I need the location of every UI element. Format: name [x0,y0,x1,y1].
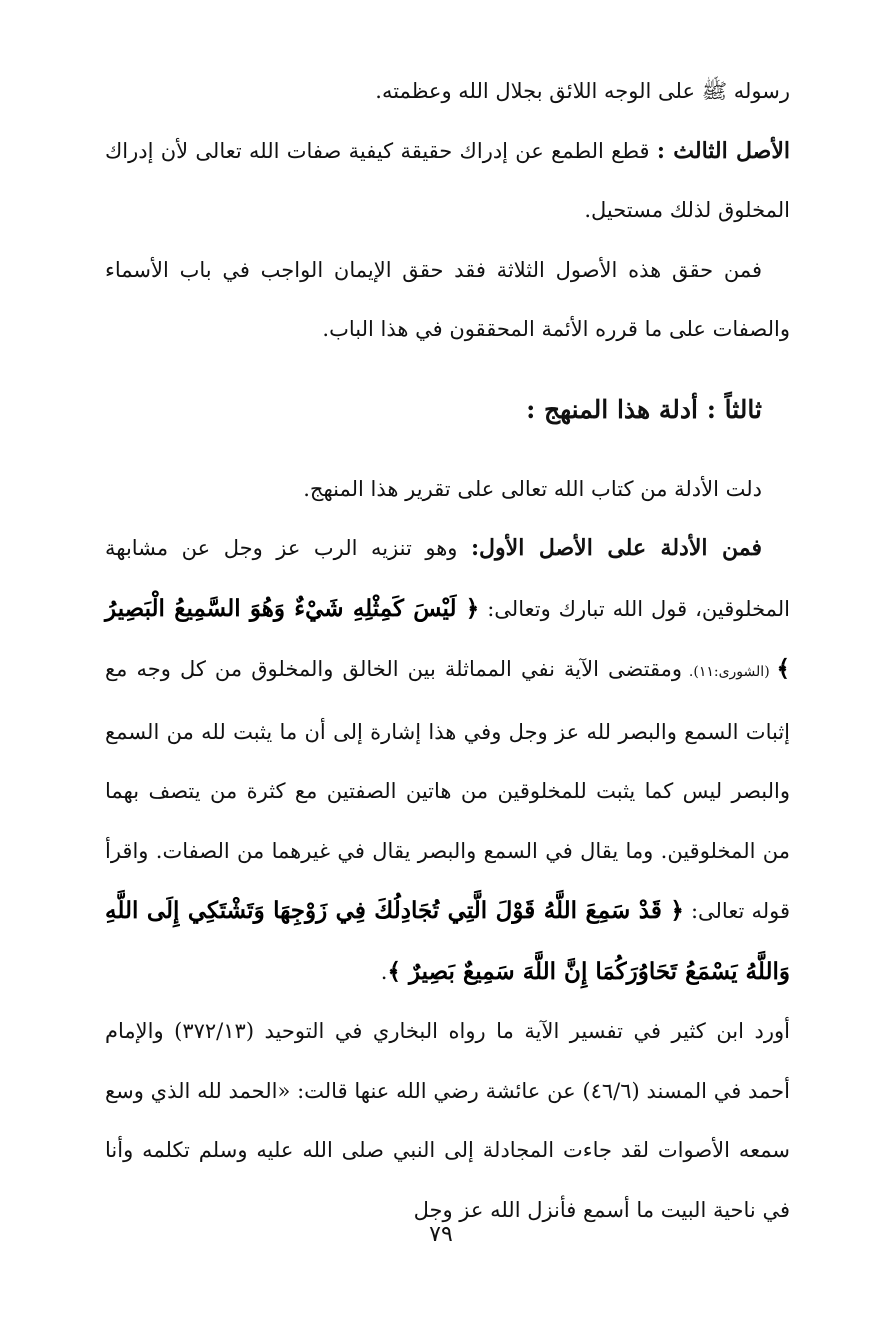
section-heading: ثالثاً : أدلة هذا المنهج : [526,394,762,424]
third-principle-text: قطع الطمع عن إدراك حقيقة كيفية صفات الله تعالى لأن إدراك المخلوق لذلك مستحيل. [105,138,790,222]
quran-verse-mujadila: ﴿ قَدْ سَمِعَ اللَّهُ قَوْلَ الَّتِي تُجَادِلُكَ فِي زَوْجِهَا وَتَشْتَكِي إِلَى اللَّهِ وَاللَّهُ يَسْمَعُ تَحَاوُرَكُمَا إِنَّ اللَّهَ سَمِيعٌ بَصِيرٌ ﴾ [105,897,790,985]
paragraph-hadith [105,1002,790,1240]
paragraph-1-text: رسوله ﷺ على الوجه اللائق بجلال الله وعظمته. [375,79,790,103]
first-principle-evidence-text-b: ومقتضى الآية نفي المماثلة بين الخالق والمخلوق من كل وجه مع إثبات السمع والبصر لله عز وجل وفي هذا إشارة إلى أن ما يثبت لله من السمع والبصر ليس كما يثبت للمخلوقين من هاتين الصفتين مع كثرة من يتصف بهما من المخلوقين. وما يقال في السمع والبصر يقال في غيرهما من الصفات. واقرأ قوله تعالى: [105,657,790,923]
hadith-text: أورد ابن كثير في تفسير الآية ما رواه البخاري في التوحيد (٣٧٢/١٣) والإمام أحمد في المسند (٤٦/٦) عن عائشة رضي الله عنها قالت: «الحمد لله الذي وسع سمعه الأصوات لقد جاءت المجادلة إلى النبي صلى الله عليه وسلم تكلمه وأنا في ناحية البيت ما أسمع فأنزل الله عز وجل [105,1019,790,1222]
first-principle-evidence-label: فمن الأدلة على الأصل الأول: [470,535,762,561]
evidence-intro-text: دلت الأدلة من كتاب الله تعالى على تقرير هذا المنهج. [303,476,762,501]
verse-reference-shura: (الشورى:١١). [682,664,777,680]
paragraph-first-principle-evidence [105,519,790,1002]
page-number: ٧٩ [429,1222,453,1247]
body-text [105,62,790,1240]
third-principle-label: الأصل الثالث : [656,137,790,164]
summary-text: فمن حقق هذه الأصول الثلاثة فقد حقق الإيمان الواجب في باب الأسماء والصفات على ما قرره الأئمة المحققون في هذا الباب. [105,257,790,341]
paragraph-evidence-intro [105,460,790,520]
first-principle-evidence-text-a: وهو تنزيه الرب عز وجل عن مشابهة المخلوقين، قول الله تبارك وتعالى: [105,536,790,621]
paragraph-third-principle [105,122,790,241]
paragraph-1 [105,62,790,122]
paragraph-summary [105,241,790,360]
first-principle-evidence-text-c: . [380,959,388,984]
quran-verse-shura: ﴿ لَيْسَ كَمِثْلِهِ شَيْءٌ وَهُوَ السَّمِيعُ الْبَصِيرُ ﴾ [105,594,790,682]
